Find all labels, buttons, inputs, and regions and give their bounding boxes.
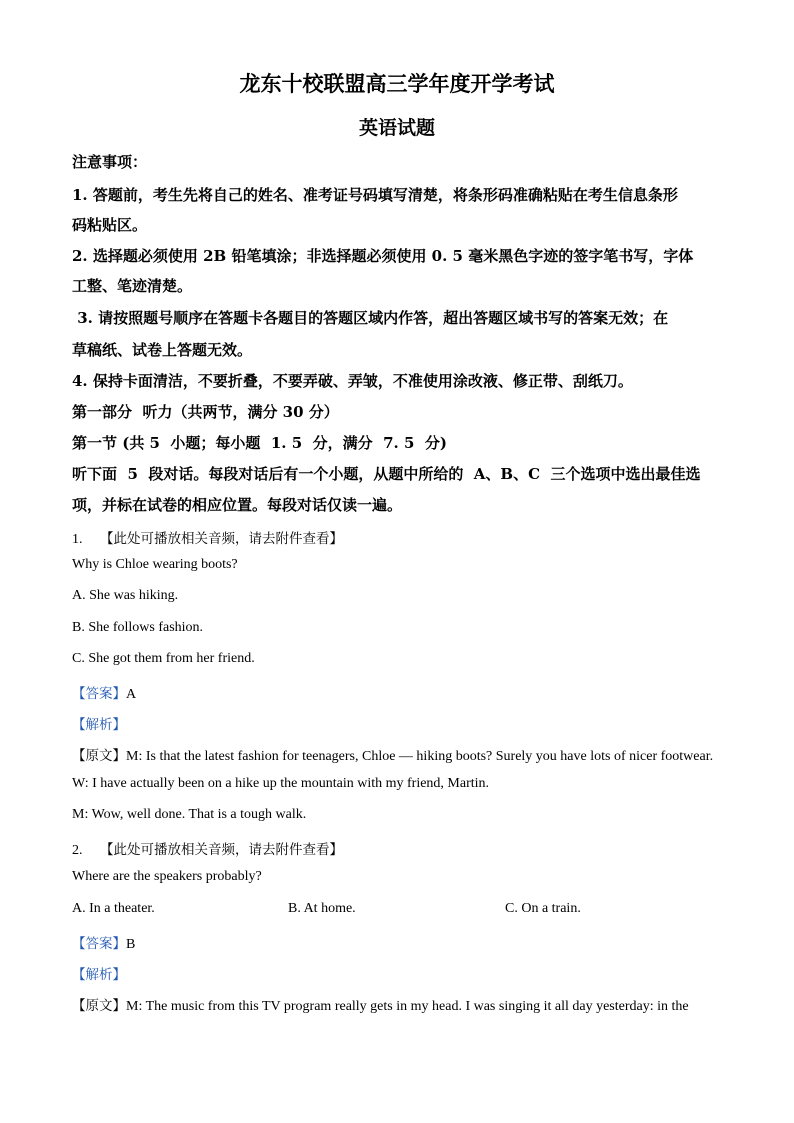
notice-item-2-line-2: 工整、笔迹清楚。: [72, 277, 193, 295]
question-1-analysis: [72, 713, 762, 734]
question-1-audio-link[interactable]: 【此处可播放相关音频，请去附件查看】: [100, 531, 343, 547]
answer-value: A: [126, 687, 137, 702]
question-1-transcript-1: [72, 744, 762, 765]
notice-item-2-line-1: 2. 选择题必须使用 2B 铅笔填涂；非选择题必须使用 0. 5 毫米黑色字迹的签字笔书写，字体: [72, 247, 694, 265]
section-part-1: 第一部分 听力（共两节，满分 30 分）: [72, 403, 339, 421]
transcript-text: M: The music from this TV program really gets in my head. I was singing it all day yesterday: in the: [126, 999, 689, 1014]
question-2-number: 2.: [72, 843, 83, 858]
question-1-transcript-2: W: I have actually been on a hike up the mountain with my friend, Martin.: [72, 776, 490, 791]
analysis-tag: 【解析】: [72, 717, 126, 733]
notice-item-3-line-1: 3. 请按照题号顺序在答题卡各题目的答题区域内作答，超出答题区域书写的答案无效；在: [72, 309, 669, 327]
notice-item-1-line-2: 码粘贴区。: [72, 216, 148, 234]
question-1-transcript-3: M: Wow, well done. That is a tough walk.: [72, 807, 307, 822]
answer-value: B: [126, 937, 136, 952]
question-1-audio-line: [72, 527, 762, 548]
section-instruction-line-1: 听下面 5 段对话。每段对话后有一个小题，从题中所给的 A、B、C 三个选项中选出最佳选: [72, 465, 701, 483]
question-1-number: 1.: [72, 532, 83, 547]
question-2-answer: [72, 932, 762, 953]
question-2-option-a: A. In a theater.: [72, 901, 155, 916]
original-tag: 【原文】: [72, 998, 126, 1014]
question-2-audio-line: [72, 838, 762, 859]
question-2-analysis: [72, 963, 762, 984]
question-1-answer: [72, 682, 762, 703]
section-sub-1: 第一节 (共 5 小题；每小题 1. 5 分，满分 7. 5 分): [72, 434, 447, 452]
notice-item-1-line-1: 1. 答题前，考生先将自己的姓名、准考证号码填写清楚，将条形码准确粘贴在考生信息条形: [72, 186, 678, 204]
page-title: 龙东十校联盟高三学年度开学考试: [239, 71, 555, 96]
question-1-option-a: A. She was hiking.: [72, 588, 179, 603]
notice-heading: 注意事项：: [72, 153, 148, 171]
question-2-option-c: C. On a train.: [505, 901, 581, 916]
original-tag: 【原文】: [72, 748, 126, 764]
question-1-text: Why is Chloe wearing boots?: [72, 557, 238, 572]
question-1-option-b: B. She follows fashion.: [72, 620, 204, 635]
transcript-text: M: Is that the latest fashion for teenagers, Chloe — hiking boots? Surely you have lots of nicer footwear.: [126, 749, 714, 764]
answer-tag: 【答案】: [72, 686, 126, 702]
analysis-tag: 【解析】: [72, 967, 126, 983]
section-instruction-line-2: 项，并标在试卷的相应位置。每段对话仅读一遍。: [72, 496, 403, 514]
notice-item-4: 4. 保持卡面清洁，不要折叠，不要弄破、弄皱，不准使用涂改液、修正带、刮纸刀。: [72, 372, 633, 390]
answer-tag: 【答案】: [72, 936, 126, 952]
question-2-text: Where are the speakers probably?: [72, 869, 262, 884]
question-1-option-c: C. She got them from her friend.: [72, 651, 255, 666]
notice-item-3-line-2: 草稿纸、试卷上答题无效。: [72, 341, 253, 359]
question-2-audio-link[interactable]: 【此处可播放相关音频，请去附件查看】: [100, 842, 343, 858]
question-2-option-b: B. At home.: [288, 901, 356, 916]
page-subtitle: 英语试题: [358, 117, 435, 139]
question-2-transcript-1: [72, 994, 762, 1015]
